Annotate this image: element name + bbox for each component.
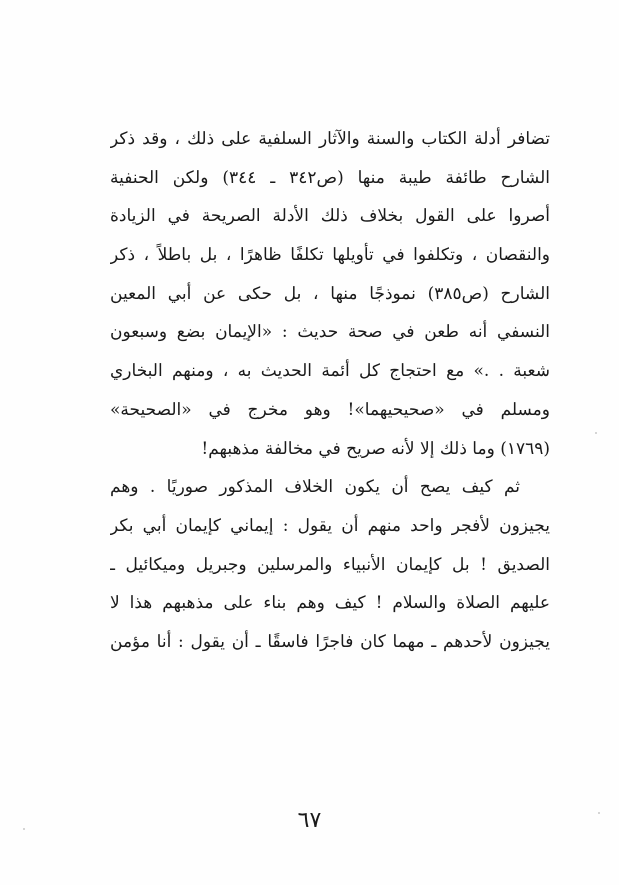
text-line: عليهم الصلاة والسلام ! كيف وهم بناء على مذهبهم هذا لا xyxy=(110,593,550,614)
text-line: يجيزون لأحدهم ـ مهما كان فاجرًا فاسقًا ـ أن يقول : أنا مؤمن xyxy=(110,631,550,652)
text-line: (١٧٦٩) وما ذلك إلا لأنه صريح في مخالفة مذهبهم! xyxy=(201,438,550,459)
text-line: ومسلم في «صحيحيهما»! وهو مخرج في «الصحيحة» xyxy=(110,399,550,420)
text-line: الشارح (ص٣٨٥) نموذجًا منها ، بل حكى عن أبي المعين xyxy=(110,283,550,304)
text-line: تضافر أدلة الكتاب والسنة والآثار السلفية على ذلك ، وقد ذكر xyxy=(110,129,550,149)
text-line: شعبة . .» مع احتجاج كل أئمة الحديث به ، ومنهم البخاري xyxy=(110,361,550,382)
text-line: يجيزون لأفجر واحد منهم أن يقول : إيماني كإيمان أبي بكر xyxy=(110,515,550,536)
scan-speck xyxy=(23,828,25,830)
scan-speck xyxy=(595,432,597,434)
text-line: الصديق ! بل كإيمان الأنبياء والمرسلين وجبريل وميكائيل ـ xyxy=(110,554,550,575)
text-line: الشارح طائفة طيبة منها (ص٣٤٢ ـ ٣٤٤) ولكن الحنفية xyxy=(110,167,550,188)
text-line: والنقصان ، وتكلفوا في تأويلها تكلفًا ظاهرًا ، بل باطلاً ، ذكر xyxy=(110,245,550,266)
scan-speck xyxy=(598,812,600,814)
paragraph-start-line: ثم كيف يصح أن يكون الخلاف المذكور صوريًا . وهم xyxy=(110,477,520,498)
body-text xyxy=(110,120,550,662)
text-line: النسفي أنه طعن في صحة حديث : «الإيمان بضع وسبعون xyxy=(110,322,550,343)
text-line: أصروا على القول بخلاف ذلك الأدلة الصريحة في الزيادة xyxy=(110,206,550,227)
page-number: ٦٧ xyxy=(297,808,322,833)
